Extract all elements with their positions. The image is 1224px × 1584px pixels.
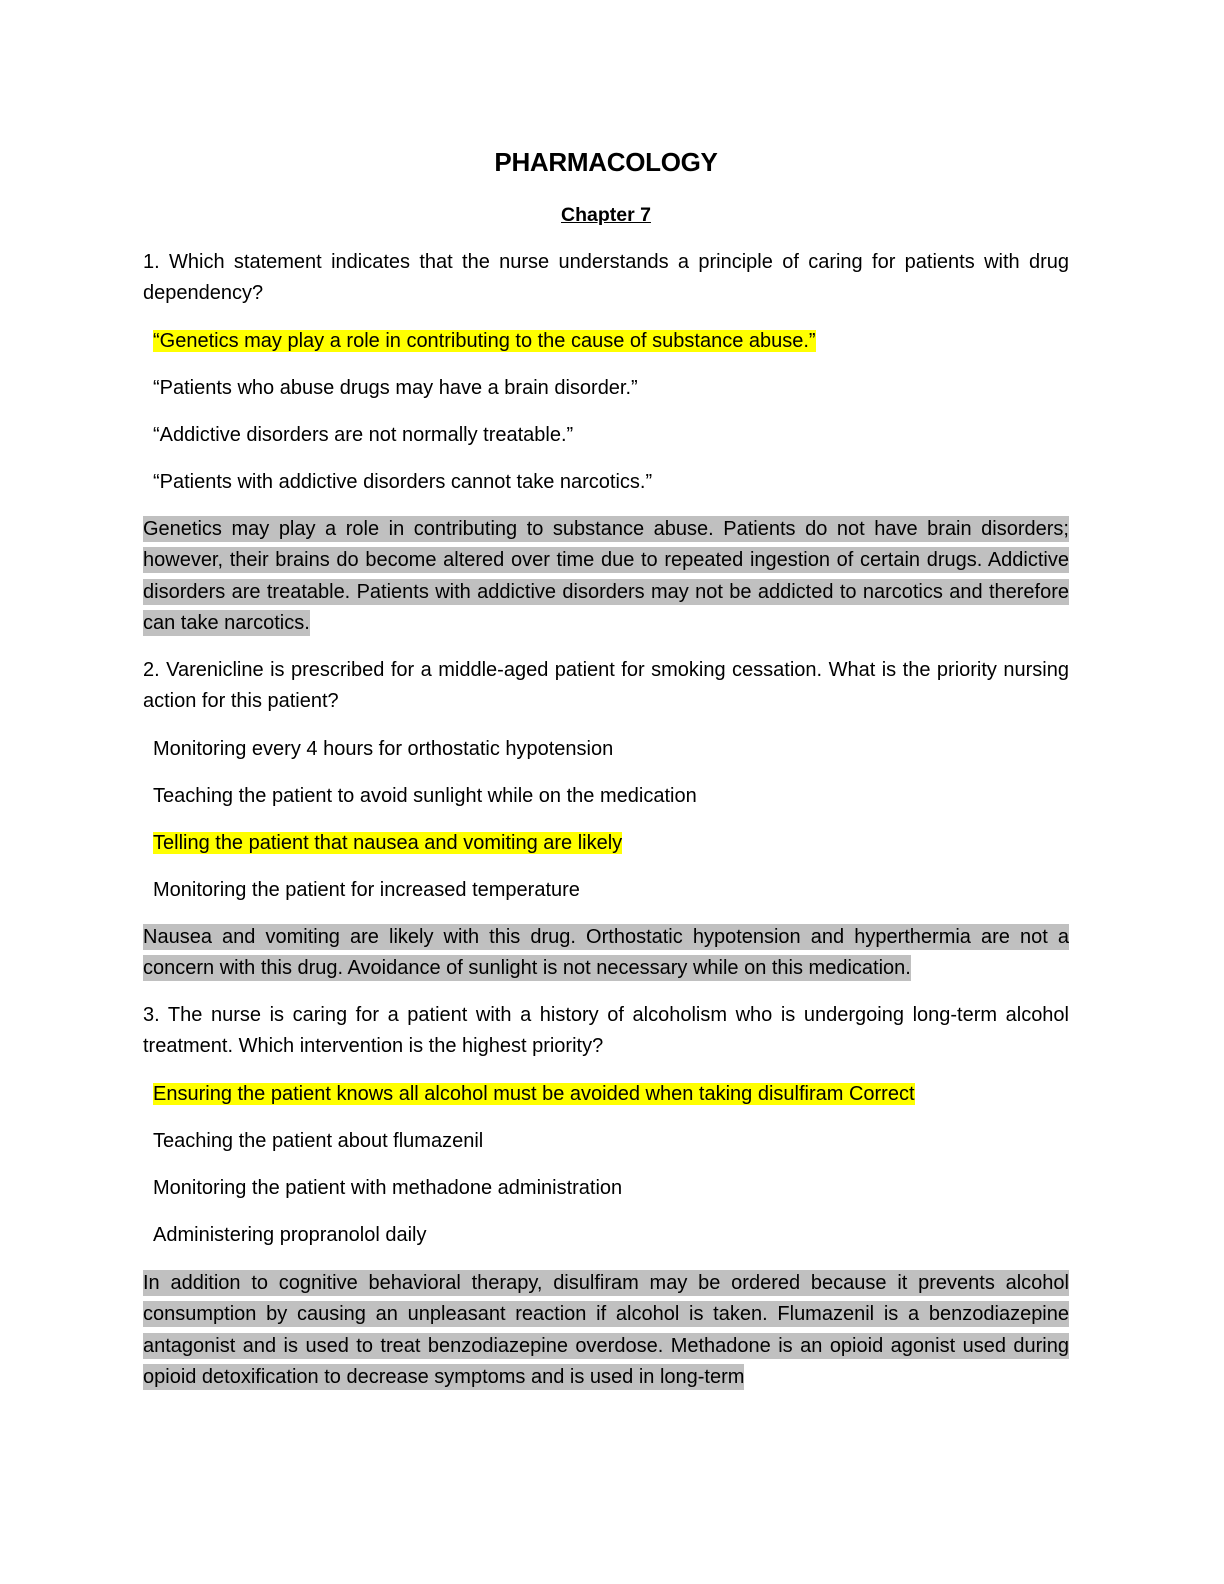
correct-answer-highlight: “Genetics may play a role in contributing to the cause of substance abuse.”	[153, 330, 816, 352]
correct-answer-highlight: Telling the patient that nausea and vomiting are likely	[153, 832, 623, 854]
rationale-highlight: Genetics may play a role in contributing to substance abuse. Patients do not have brain disorders; however, their brains do become altered over time due to repeated ingestion of certain drugs. Addictive disorders are treatable. Patients with addictive disorders may not be addicted to narcotics and therefore can take narcotics.	[143, 518, 1069, 634]
question-1-option-a	[153, 327, 816, 355]
question-2-option-d: Monitoring the patient for increased temperature	[153, 879, 580, 901]
question-1-option-b: “Patients who abuse drugs may have a brain disorder.”	[153, 377, 638, 399]
chapter-heading: Chapter 7	[561, 204, 651, 226]
question-3-option-b: Teaching the patient about flumazenil	[153, 1130, 484, 1152]
document-title: PHARMACOLOGY	[494, 147, 718, 177]
rationale-highlight: Nausea and vomiting are likely with this drug. Orthostatic hypotension and hyperthermia are not a concern with this drug. Avoidance of sunlight is not necessary while on this medication.	[143, 926, 1069, 980]
question-3-option-a	[153, 1080, 915, 1108]
question-3-rationale	[143, 1268, 1069, 1393]
document-page	[143, 0, 1069, 1584]
question-2-rationale	[143, 922, 1069, 985]
question-2-option-c	[153, 829, 622, 857]
question-1-text: 1. Which statement indicates that the nurse understands a principle of caring for patients with drug dependency?	[143, 251, 1069, 305]
question-2-option-a: Monitoring every 4 hours for orthostatic hypotension	[153, 738, 614, 760]
question-1-rationale	[143, 514, 1069, 639]
correct-answer-highlight: Ensuring the patient knows all alcohol must be avoided when taking disulfiram Correct	[153, 1083, 915, 1105]
question-2-text: 2. Varenicline is prescribed for a middle-aged patient for smoking cessation. What is the priority nursing action for this patient?	[143, 659, 1069, 713]
question-1-option-c: “Addictive disorders are not normally treatable.”	[153, 424, 574, 446]
question-3-option-c: Monitoring the patient with methadone administration	[153, 1177, 623, 1199]
question-1-option-d: “Patients with addictive disorders cannot take narcotics.”	[153, 471, 653, 493]
question-2-option-b: Teaching the patient to avoid sunlight while on the medication	[153, 785, 697, 807]
rationale-highlight: In addition to cognitive behavioral therapy, disulfiram may be ordered because it prevents alcohol consumption by causing an unpleasant reaction if alcohol is taken. Flumazenil is a benzodiazepine antagonist and is used to treat benzodiazepine overdose. Methadone is an opioid agonist used during opioid detoxification to decrease symptoms and is used in long-term	[143, 1272, 1069, 1388]
question-3-option-d: Administering propranolol daily	[153, 1224, 427, 1246]
question-3-text: 3. The nurse is caring for a patient with a history of alcoholism who is undergoing long-term alcohol treatment. Which intervention is the highest priority?	[143, 1004, 1069, 1058]
